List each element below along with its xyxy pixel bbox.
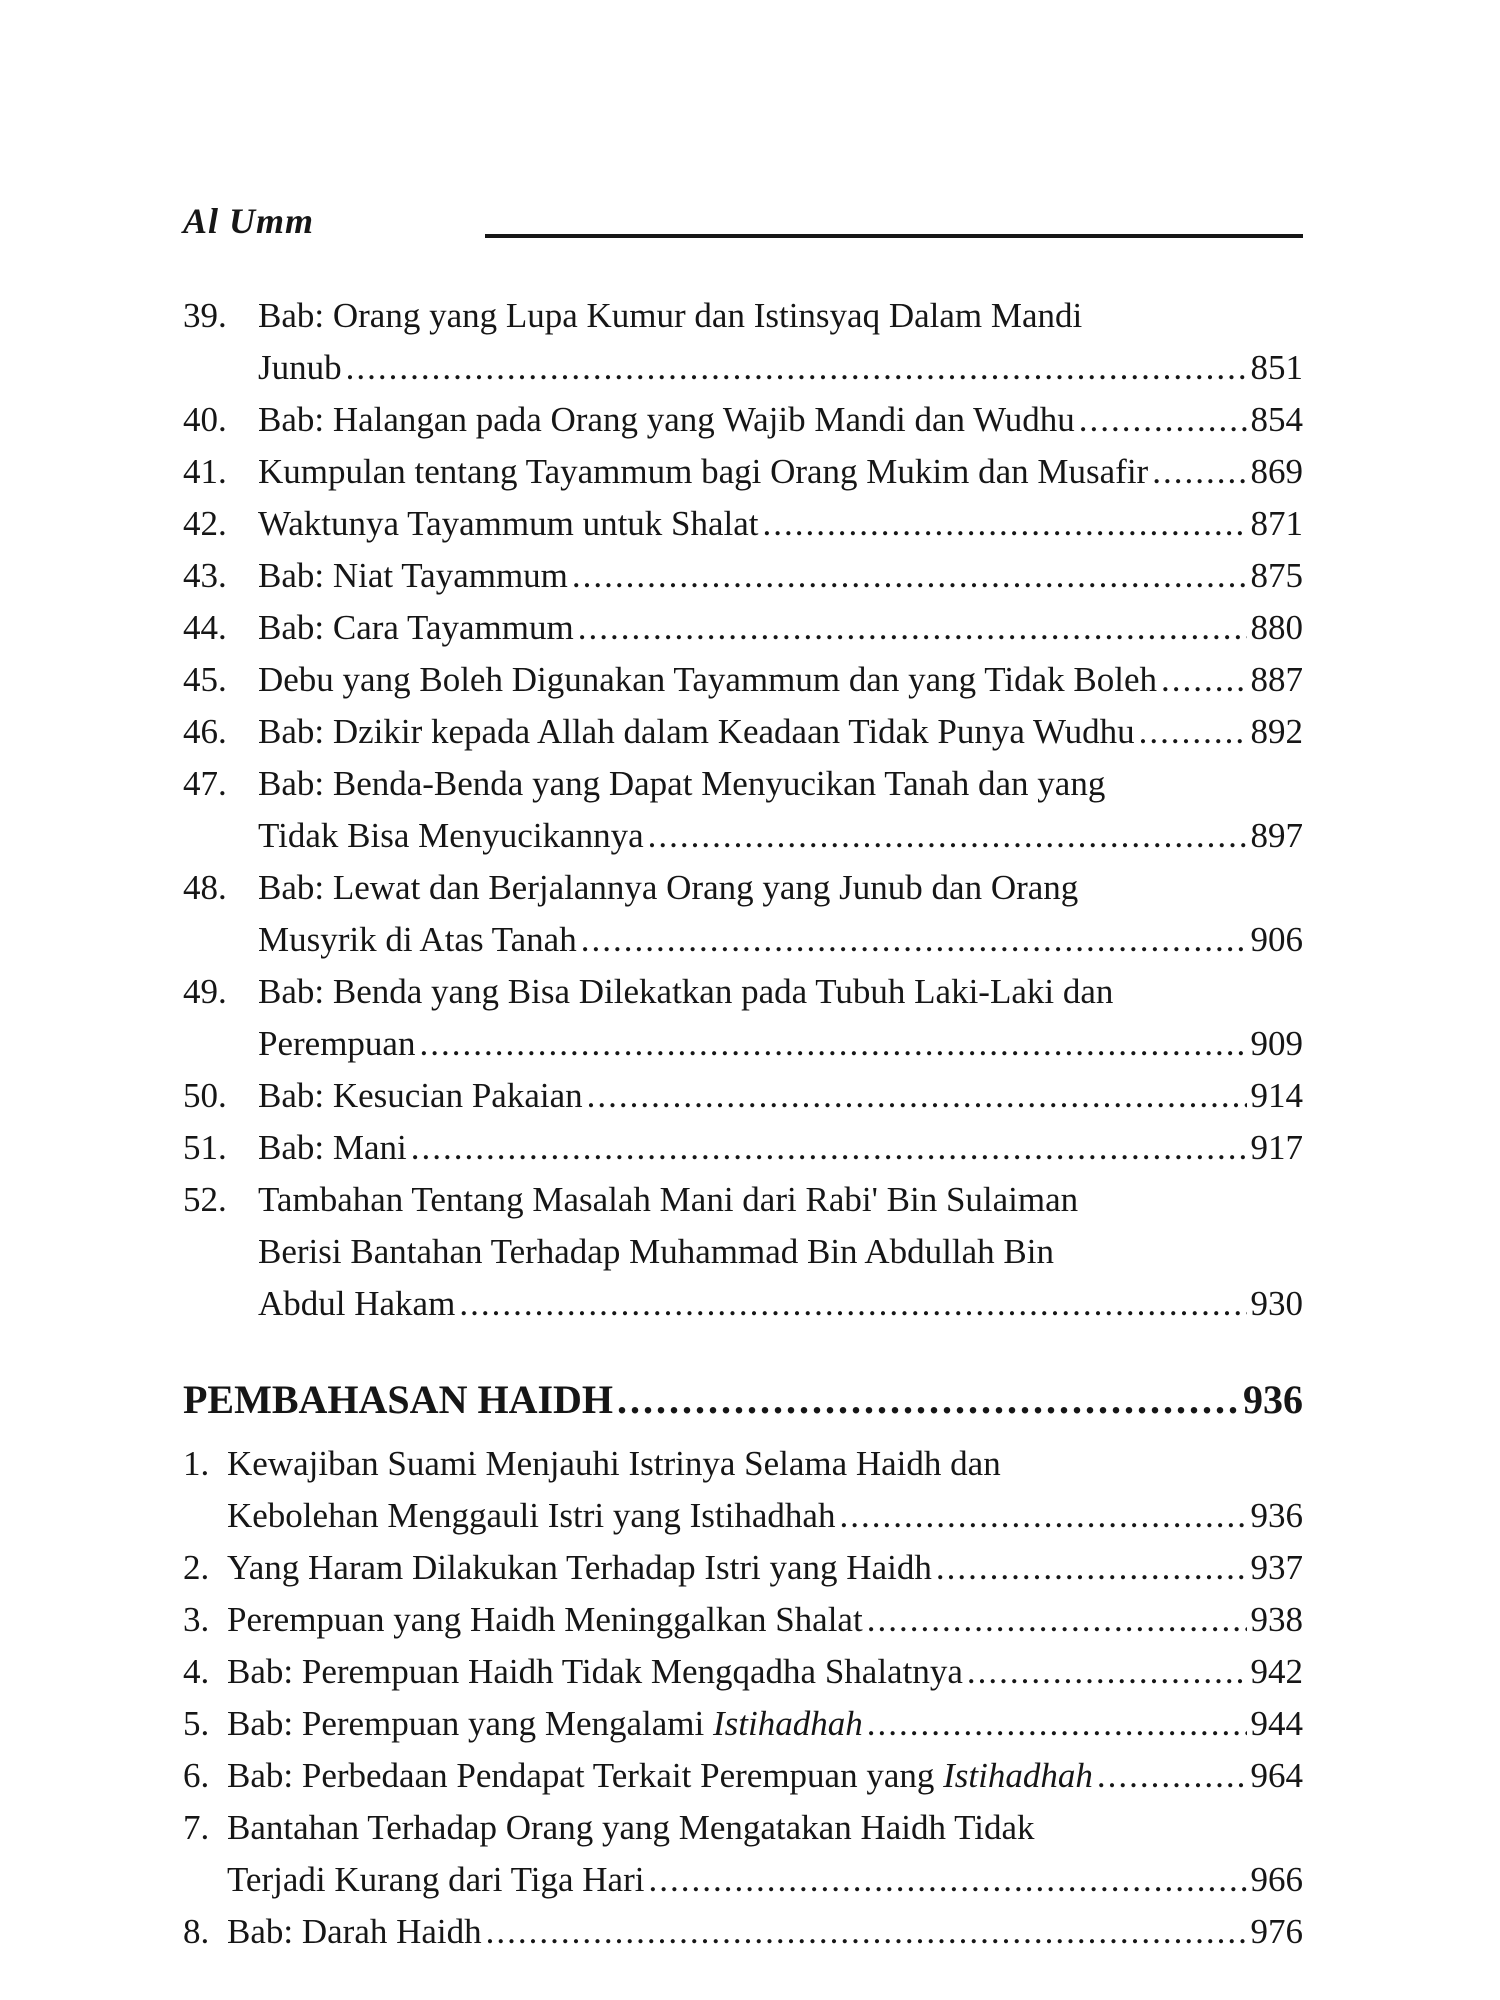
entry-title-line <box>227 1594 863 1646</box>
entry-title-italic: Istihadhah <box>712 1704 863 1743</box>
entry-title-text: Bab: Halangan pada Orang yang Wajib Mandi dan Wudhu <box>258 400 1075 439</box>
entry-number: 48. <box>183 868 227 907</box>
entry-title-text: Abdul Hakam <box>258 1284 456 1323</box>
toc-entry[interactable] <box>183 498 1303 550</box>
entry-number: 44. <box>183 608 227 647</box>
entry-number: 6. <box>183 1756 210 1795</box>
entry-title-text: Bab: Perbedaan Pendapat Terkait Perempuan yang <box>227 1756 935 1795</box>
entry-title-text: Bab: Darah Haidh <box>227 1912 482 1951</box>
entry-title-text: Bab: Cara Tayammum <box>258 608 574 647</box>
entry-title-line <box>227 1542 932 1594</box>
entry-title-text: Junub <box>258 348 342 387</box>
entry-title-line <box>258 1122 407 1174</box>
entry-page-number: 892 <box>1250 712 1303 751</box>
entry-title-text: Musyrik di Atas Tanah <box>258 920 577 959</box>
entry-title-text: Bab: Kesucian Pakaian <box>258 1076 583 1115</box>
entry-title-line: Bab: Orang yang Lupa Kumur dan Istinsyaq Dalam Mandi <box>258 296 1083 335</box>
dot-leader <box>587 1070 1247 1122</box>
entry-page-number: 936 <box>1250 1496 1303 1535</box>
dot-leader <box>839 1490 1246 1542</box>
dot-leader <box>967 1646 1247 1698</box>
entry-page-number: 964 <box>1250 1756 1303 1795</box>
section-page: 936 <box>1243 1377 1303 1422</box>
entry-title-line <box>258 706 1135 758</box>
dot-leader <box>867 1594 1247 1646</box>
toc-entry[interactable] <box>183 1646 1303 1698</box>
section-heading <box>183 1370 1303 1430</box>
dot-leader <box>648 810 1247 862</box>
entry-title-line <box>258 342 342 394</box>
dot-leader <box>572 550 1247 602</box>
entry-number: 39. <box>183 296 227 335</box>
entry-page-number: 854 <box>1250 400 1303 439</box>
entry-title-line <box>258 550 568 602</box>
dot-leader <box>486 1906 1247 1958</box>
entry-title-line: Bab: Benda yang Bisa Dilekatkan pada Tubuh Laki-Laki dan <box>258 972 1114 1011</box>
entry-number: 40. <box>183 400 227 439</box>
toc-entry[interactable] <box>183 290 1303 394</box>
dot-leader <box>617 1370 1239 1430</box>
dot-leader <box>867 1698 1247 1750</box>
toc-entry[interactable] <box>183 1594 1303 1646</box>
toc-entry[interactable] <box>183 446 1303 498</box>
dot-leader <box>763 498 1247 550</box>
dot-leader <box>1097 1750 1247 1802</box>
entry-title-line <box>258 394 1075 446</box>
toc-entry[interactable] <box>183 758 1303 862</box>
toc-entry[interactable] <box>183 550 1303 602</box>
entry-title-line <box>258 654 1157 706</box>
entry-number: 42. <box>183 504 227 543</box>
dot-leader <box>936 1542 1247 1594</box>
entry-title-line: Kewajiban Suami Menjauhi Istrinya Selama Haidh dan <box>227 1444 1001 1483</box>
entry-title-line <box>258 914 577 966</box>
entry-title-line <box>258 1018 415 1070</box>
entry-title-text: Kumpulan tentang Tayammum bagi Orang Mukim dan Musafir <box>258 452 1149 491</box>
entry-title-line <box>258 1278 455 1330</box>
dot-leader <box>419 1018 1246 1070</box>
toc-entry[interactable] <box>183 1750 1303 1802</box>
toc-entry[interactable] <box>183 706 1303 758</box>
entry-title-text: Debu yang Boleh Digunakan Tayammum dan yang Tidak Boleh <box>258 660 1158 699</box>
entry-title-line <box>227 1698 863 1750</box>
entry-title-line: Bab: Benda-Benda yang Dapat Menyucikan Tanah dan yang <box>258 764 1106 803</box>
entry-title-line <box>258 446 1148 498</box>
entry-title-line <box>258 1070 583 1122</box>
toc-list-thaharah <box>183 290 1303 1330</box>
entry-number: 4. <box>183 1652 210 1691</box>
entry-page-number: 930 <box>1250 1284 1303 1323</box>
toc-list-haidh <box>183 1438 1303 1958</box>
entry-page-number: 944 <box>1250 1704 1303 1743</box>
entry-title-text: Terjadi Kurang dari Tiga Hari <box>227 1860 645 1899</box>
dot-leader <box>1139 706 1247 758</box>
entry-title-line: Bab: Lewat dan Berjalannya Orang yang Junub dan Orang <box>258 868 1079 907</box>
toc-entry[interactable] <box>183 602 1303 654</box>
header-rule <box>485 234 1303 238</box>
dot-leader <box>581 914 1247 966</box>
entry-number: 5. <box>183 1704 210 1743</box>
entry-page-number: 942 <box>1250 1652 1303 1691</box>
entry-number: 51. <box>183 1128 227 1167</box>
toc-entry[interactable] <box>183 1698 1303 1750</box>
running-header <box>183 200 1303 248</box>
entry-title-text: Waktunya Tayammum untuk Shalat <box>258 504 759 543</box>
dot-leader <box>648 1854 1246 1906</box>
toc-entry[interactable] <box>183 1438 1303 1542</box>
entry-page-number: 851 <box>1250 348 1303 387</box>
entry-title-line: Berisi Bantahan Terhadap Muhammad Bin Abdullah Bin <box>258 1232 1054 1271</box>
entry-title-line <box>227 1646 963 1698</box>
entry-page-number: 897 <box>1250 816 1303 855</box>
entry-number: 43. <box>183 556 227 595</box>
entry-page-number: 914 <box>1250 1076 1303 1115</box>
entry-title-line: Tambahan Tentang Masalah Mani dari Rabi' Bin Sulaiman <box>258 1180 1079 1219</box>
toc-entry[interactable] <box>183 1542 1303 1594</box>
entry-page-number: 887 <box>1250 660 1303 699</box>
entry-title-text: Bab: Dzikir kepada Allah dalam Keadaan Tidak Punya Wudhu <box>258 712 1135 751</box>
entry-page-number: 966 <box>1250 1860 1303 1899</box>
dot-leader <box>1079 394 1247 446</box>
toc-entry[interactable] <box>183 1906 1303 1958</box>
entry-title-text: Kebolehan Menggauli Istri yang Istihadhah <box>227 1496 836 1535</box>
entry-page-number: 909 <box>1250 1024 1303 1063</box>
entry-title-text: Bab: Perempuan Haidh Tidak Mengqadha Shalatnya <box>227 1652 963 1691</box>
toc-entry[interactable] <box>183 1070 1303 1122</box>
entry-title-line <box>227 1490 835 1542</box>
entry-title-text: Perempuan yang Haidh Meninggalkan Shalat <box>227 1600 863 1639</box>
entry-number: 7. <box>183 1808 210 1847</box>
entry-page-number: 869 <box>1250 452 1303 491</box>
entry-title-line <box>227 1750 1093 1802</box>
dot-leader <box>1161 654 1246 706</box>
entry-number: 47. <box>183 764 227 803</box>
toc-entry[interactable] <box>183 654 1303 706</box>
entry-page-number: 871 <box>1250 504 1303 543</box>
toc-entry[interactable] <box>183 966 1303 1070</box>
toc-entry[interactable] <box>183 394 1303 446</box>
entry-number: 3. <box>183 1600 210 1639</box>
entry-number: 1. <box>183 1444 210 1483</box>
entry-title-line <box>227 1854 644 1906</box>
book-title: Al Umm <box>183 201 315 241</box>
entry-number: 46. <box>183 712 227 751</box>
dot-leader <box>459 1278 1246 1330</box>
entry-page-number: 917 <box>1250 1128 1303 1167</box>
entry-page-number: 906 <box>1250 920 1303 959</box>
entry-title-text: Tidak Bisa Menyucikannya <box>258 816 644 855</box>
entry-title-text: Bab: Niat Tayammum <box>258 556 568 595</box>
entry-number: 52. <box>183 1180 227 1219</box>
entry-title-text: Bab: Mani <box>258 1128 407 1167</box>
entry-number: 41. <box>183 452 227 491</box>
entry-page-number: 938 <box>1250 1600 1303 1639</box>
dot-leader <box>346 342 1247 394</box>
entry-page-number: 976 <box>1250 1912 1303 1951</box>
dot-leader <box>1152 446 1246 498</box>
entry-title-line <box>227 1906 482 1958</box>
entry-title-line <box>258 498 759 550</box>
dot-leader <box>411 1122 1247 1174</box>
entry-title-text: Yang Haram Dilakukan Terhadap Istri yang Haidh <box>227 1548 932 1587</box>
section-title: PEMBAHASAN HAIDH <box>183 1377 614 1422</box>
entry-number: 8. <box>183 1912 210 1951</box>
entry-title-text: Perempuan <box>258 1024 416 1063</box>
entry-number: 45. <box>183 660 227 699</box>
toc-entry[interactable] <box>183 1174 1303 1330</box>
entry-number: 49. <box>183 972 227 1011</box>
entry-number: 2. <box>183 1548 210 1587</box>
entry-number: 50. <box>183 1076 227 1115</box>
entry-page-number: 880 <box>1250 608 1303 647</box>
toc-entry[interactable] <box>183 862 1303 966</box>
entry-title-italic: Istihadhah <box>943 1756 1093 1795</box>
entry-page-number: 875 <box>1250 556 1303 595</box>
toc-entry[interactable] <box>183 1802 1303 1906</box>
toc-entry[interactable] <box>183 1122 1303 1174</box>
entry-title-line <box>258 810 644 862</box>
dot-leader <box>578 602 1247 654</box>
entry-title-line <box>258 602 574 654</box>
entry-page-number: 937 <box>1250 1548 1303 1587</box>
entry-title-line: Bantahan Terhadap Orang yang Mengatakan Haidh Tidak <box>227 1808 1035 1847</box>
entry-title-text: Bab: Perempuan yang Mengalami <box>227 1704 705 1743</box>
